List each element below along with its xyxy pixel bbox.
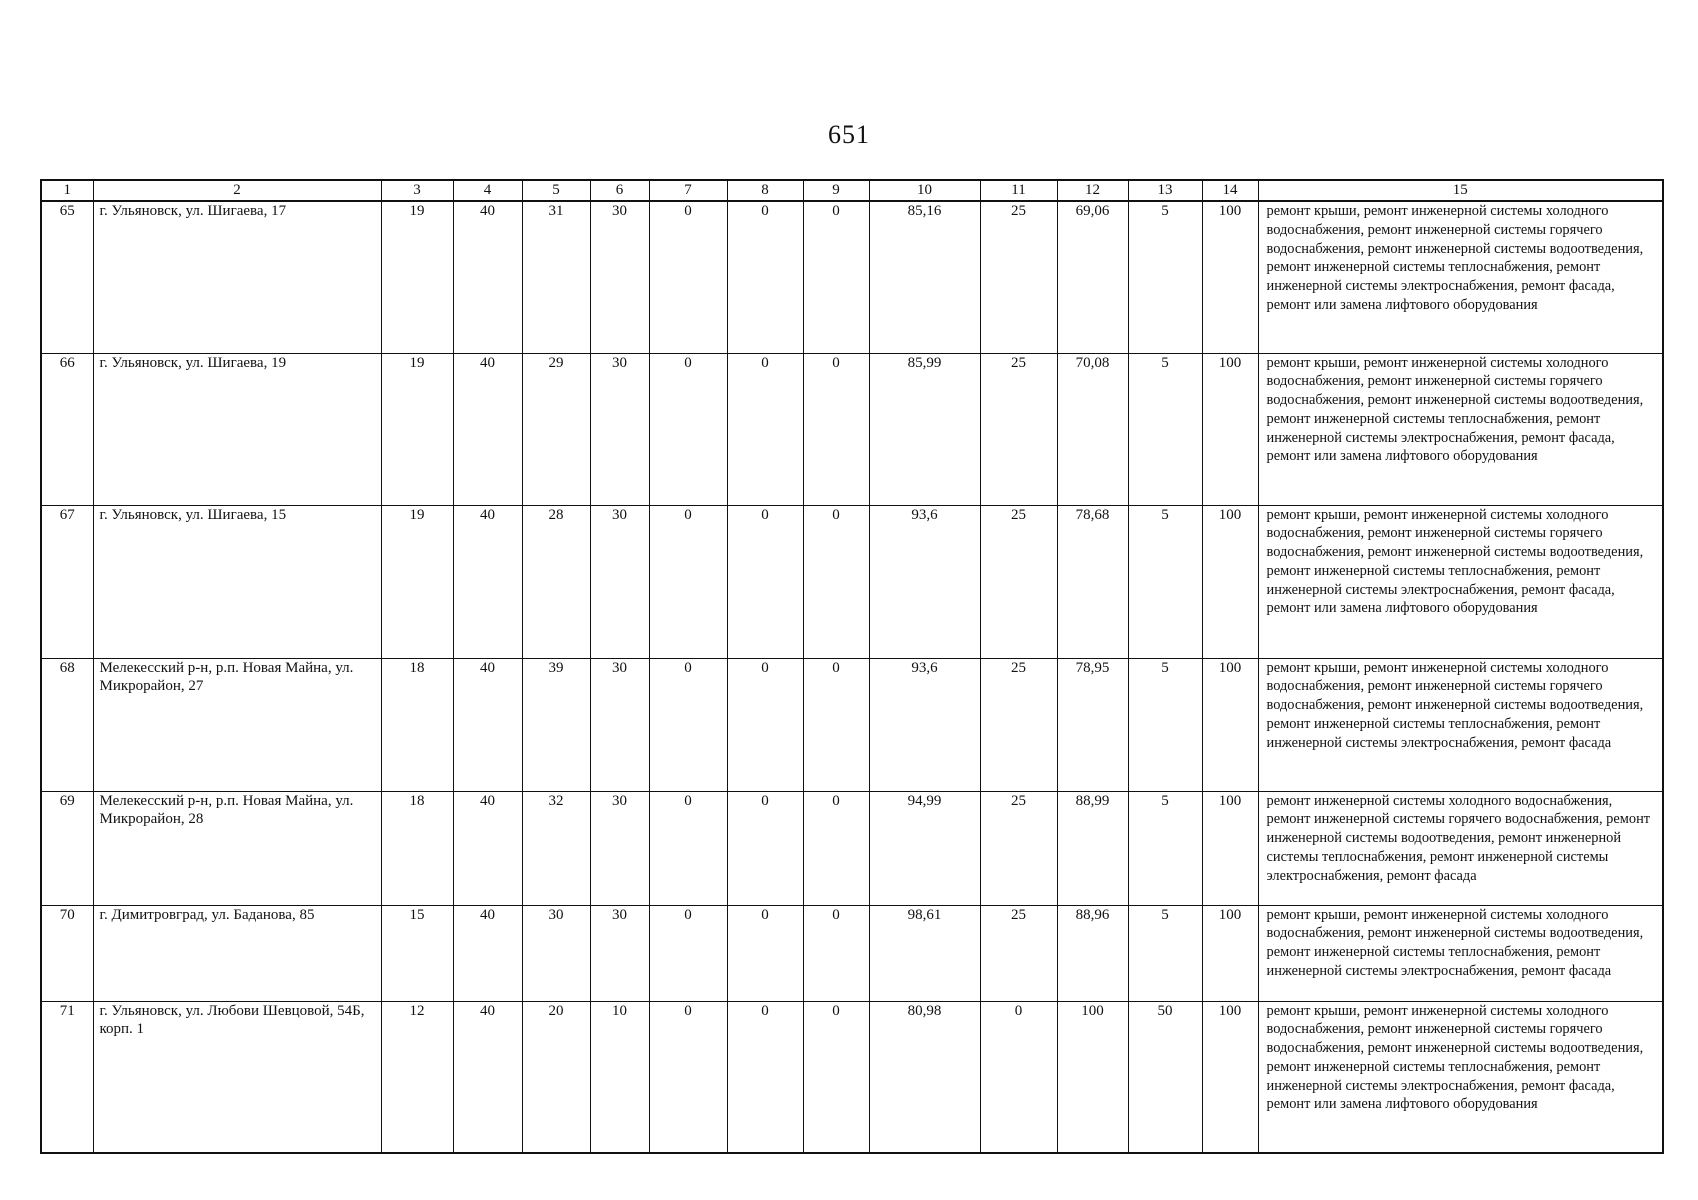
column-header: 7 xyxy=(649,180,727,201)
address-cell: г. Ульяновск, ул. Шигаева, 19 xyxy=(93,353,381,505)
value-cell: 40 xyxy=(453,658,522,791)
value-cell: 100 xyxy=(1202,1001,1258,1153)
value-cell: 19 xyxy=(381,201,453,353)
value-cell: 18 xyxy=(381,791,453,905)
value-cell: 100 xyxy=(1202,791,1258,905)
value-cell: 40 xyxy=(453,1001,522,1153)
value-cell: 18 xyxy=(381,658,453,791)
value-cell: 30 xyxy=(590,353,649,505)
row-number: 71 xyxy=(41,1001,93,1153)
address-cell: Мелекесский р-н, р.п. Новая Майна, ул. Микрорайон, 28 xyxy=(93,791,381,905)
value-cell: 30 xyxy=(590,505,649,658)
column-header: 2 xyxy=(93,180,381,201)
row-number: 70 xyxy=(41,905,93,1001)
value-cell: 40 xyxy=(453,201,522,353)
value-cell: 0 xyxy=(803,201,869,353)
value-cell: 25 xyxy=(980,905,1057,1001)
value-cell: 31 xyxy=(522,201,590,353)
value-cell: 100 xyxy=(1202,353,1258,505)
value-cell: 0 xyxy=(803,791,869,905)
row-number: 69 xyxy=(41,791,93,905)
address-cell: Мелекесский р-н, р.п. Новая Майна, ул. Микрорайон, 27 xyxy=(93,658,381,791)
value-cell: 93,6 xyxy=(869,505,980,658)
value-cell: 25 xyxy=(980,791,1057,905)
value-cell: 25 xyxy=(980,201,1057,353)
table-row xyxy=(41,353,1663,505)
value-cell: 100 xyxy=(1057,1001,1128,1153)
value-cell: 0 xyxy=(649,353,727,505)
works-list-cell: ремонт инженерной системы холодного водоснабжения, ремонт инженерной системы горячего водоснабжения, ремонт инженерной системы водоотведения, ремонт инженерной системы теплоснабжения, ремонт инженерной системы электроснабжения, ремонт фасада xyxy=(1258,791,1663,905)
repair-register-table xyxy=(40,179,1664,1154)
column-header: 4 xyxy=(453,180,522,201)
value-cell: 0 xyxy=(727,791,803,905)
column-number-row xyxy=(41,180,1663,201)
column-header: 9 xyxy=(803,180,869,201)
works-list-cell: ремонт крыши, ремонт инженерной системы холодного водоснабжения, ремонт инженерной системы горячего водоснабжения, ремонт инженерной системы водоотведения, ремонт инженерной системы теплоснабжения, ремонт инженерной системы электроснабжения, ремонт фасада xyxy=(1258,658,1663,791)
value-cell: 5 xyxy=(1128,505,1202,658)
column-header: 3 xyxy=(381,180,453,201)
value-cell: 30 xyxy=(590,201,649,353)
table-row xyxy=(41,658,1663,791)
value-cell: 0 xyxy=(649,1001,727,1153)
value-cell: 40 xyxy=(453,353,522,505)
value-cell: 0 xyxy=(727,201,803,353)
row-number: 65 xyxy=(41,201,93,353)
works-list-cell: ремонт крыши, ремонт инженерной системы холодного водоснабжения, ремонт инженерной системы горячего водоснабжения, ремонт инженерной системы водоотведения, ремонт инженерной системы теплоснабжения, ремонт инженерной системы электроснабжения, ремонт фасада, ремонт или замена лифтового оборудования xyxy=(1258,201,1663,353)
column-header: 12 xyxy=(1057,180,1128,201)
value-cell: 0 xyxy=(803,658,869,791)
value-cell: 85,99 xyxy=(869,353,980,505)
value-cell: 0 xyxy=(649,201,727,353)
value-cell: 78,95 xyxy=(1057,658,1128,791)
value-cell: 93,6 xyxy=(869,658,980,791)
value-cell: 32 xyxy=(522,791,590,905)
value-cell: 50 xyxy=(1128,1001,1202,1153)
table-row xyxy=(41,905,1663,1001)
value-cell: 19 xyxy=(381,353,453,505)
value-cell: 0 xyxy=(727,905,803,1001)
table-row xyxy=(41,505,1663,658)
table-row xyxy=(41,791,1663,905)
value-cell: 0 xyxy=(727,353,803,505)
address-cell: г. Ульяновск, ул. Любови Шевцовой, 54Б, корп. 1 xyxy=(93,1001,381,1153)
value-cell: 0 xyxy=(803,505,869,658)
value-cell: 69,06 xyxy=(1057,201,1128,353)
value-cell: 85,16 xyxy=(869,201,980,353)
value-cell: 25 xyxy=(980,658,1057,791)
value-cell: 0 xyxy=(727,658,803,791)
value-cell: 10 xyxy=(590,1001,649,1153)
value-cell: 100 xyxy=(1202,201,1258,353)
column-header: 8 xyxy=(727,180,803,201)
value-cell: 88,96 xyxy=(1057,905,1128,1001)
value-cell: 0 xyxy=(649,905,727,1001)
works-list-cell: ремонт крыши, ремонт инженерной системы холодного водоснабжения, ремонт инженерной системы водоотведения, ремонт инженерной системы теплоснабжения, ремонт инженерной системы электроснабжения, ремонт фасада xyxy=(1258,905,1663,1001)
column-header: 14 xyxy=(1202,180,1258,201)
value-cell: 29 xyxy=(522,353,590,505)
value-cell: 0 xyxy=(803,1001,869,1153)
value-cell: 5 xyxy=(1128,658,1202,791)
value-cell: 98,61 xyxy=(869,905,980,1001)
value-cell: 0 xyxy=(803,905,869,1001)
value-cell: 30 xyxy=(590,658,649,791)
value-cell: 5 xyxy=(1128,201,1202,353)
column-header: 11 xyxy=(980,180,1057,201)
value-cell: 0 xyxy=(649,658,727,791)
address-cell: г. Ульяновск, ул. Шигаева, 15 xyxy=(93,505,381,658)
value-cell: 15 xyxy=(381,905,453,1001)
value-cell: 0 xyxy=(649,791,727,905)
column-header: 10 xyxy=(869,180,980,201)
value-cell: 30 xyxy=(522,905,590,1001)
value-cell: 100 xyxy=(1202,658,1258,791)
value-cell: 25 xyxy=(980,505,1057,658)
value-cell: 100 xyxy=(1202,505,1258,658)
value-cell: 12 xyxy=(381,1001,453,1153)
value-cell: 0 xyxy=(727,1001,803,1153)
value-cell: 25 xyxy=(980,353,1057,505)
page-number: 651 xyxy=(828,120,870,149)
value-cell: 30 xyxy=(590,791,649,905)
address-cell: г. Ульяновск, ул. Шигаева, 17 xyxy=(93,201,381,353)
value-cell: 100 xyxy=(1202,905,1258,1001)
row-number: 66 xyxy=(41,353,93,505)
value-cell: 20 xyxy=(522,1001,590,1153)
value-cell: 78,68 xyxy=(1057,505,1128,658)
value-cell: 5 xyxy=(1128,905,1202,1001)
column-header: 6 xyxy=(590,180,649,201)
value-cell: 40 xyxy=(453,791,522,905)
value-cell: 40 xyxy=(453,505,522,658)
value-cell: 70,08 xyxy=(1057,353,1128,505)
value-cell: 39 xyxy=(522,658,590,791)
value-cell: 28 xyxy=(522,505,590,658)
column-header: 15 xyxy=(1258,180,1663,201)
value-cell: 0 xyxy=(980,1001,1057,1153)
column-header: 13 xyxy=(1128,180,1202,201)
value-cell: 94,99 xyxy=(869,791,980,905)
works-list-cell: ремонт крыши, ремонт инженерной системы холодного водоснабжения, ремонт инженерной системы горячего водоснабжения, ремонт инженерной системы водоотведения, ремонт инженерной системы теплоснабжения, ремонт инженерной системы электроснабжения, ремонт фасада, ремонт или замена лифтового оборудования xyxy=(1258,353,1663,505)
value-cell: 5 xyxy=(1128,353,1202,505)
value-cell: 0 xyxy=(803,353,869,505)
column-header: 5 xyxy=(522,180,590,201)
row-number: 67 xyxy=(41,505,93,658)
value-cell: 19 xyxy=(381,505,453,658)
works-list-cell: ремонт крыши, ремонт инженерной системы холодного водоснабжения, ремонт инженерной системы горячего водоснабжения, ремонт инженерной системы водоотведения, ремонт инженерной системы теплоснабжения, ремонт инженерной системы электроснабжения, ремонт фасада, ремонт или замена лифтового оборудования xyxy=(1258,505,1663,658)
value-cell: 5 xyxy=(1128,791,1202,905)
value-cell: 88,99 xyxy=(1057,791,1128,905)
row-number: 68 xyxy=(41,658,93,791)
table-row xyxy=(41,201,1663,353)
value-cell: 0 xyxy=(727,505,803,658)
address-cell: г. Димитровград, ул. Баданова, 85 xyxy=(93,905,381,1001)
column-header: 1 xyxy=(41,180,93,201)
works-list-cell: ремонт крыши, ремонт инженерной системы холодного водоснабжения, ремонт инженерной системы горячего водоснабжения, ремонт инженерной системы водоотведения, ремонт инженерной системы теплоснабжения, ремонт инженерной системы электроснабжения, ремонт фасада, ремонт или замена лифтового оборудования xyxy=(1258,1001,1663,1153)
value-cell: 30 xyxy=(590,905,649,1001)
value-cell: 40 xyxy=(453,905,522,1001)
value-cell: 80,98 xyxy=(869,1001,980,1153)
value-cell: 0 xyxy=(649,505,727,658)
table-row xyxy=(41,1001,1663,1153)
